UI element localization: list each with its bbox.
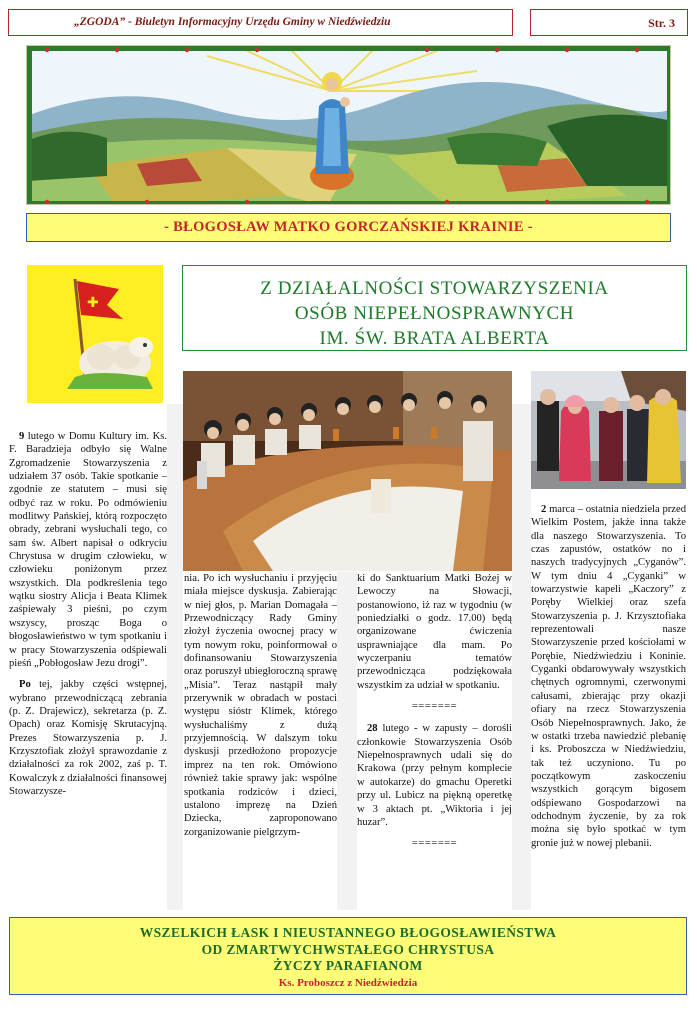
paragraph (9, 678, 167, 798)
paragraph-text: marca – ostatnia niedziela przed Wielkim Postem, jakże inna także dla naszego Stowarzyszenia. To czas zapustów, ostatków no i naszych tradycyjnych „Cyganów”. W tym dniu 4 „Cyganki” w towarzystwie kapeli „Kaczory” z Poręby Wielkiej oraz szefa Stowarzyszenia p. J. Krzysztofiaka reprezentowali nasze Stowarzyszenie przed kościołami w Porębie, Niedźwiedziu i Koninie. Cyganki obdarowywały wszystkich chętnych ogromnymi, czerwonymi całusami, zbierając przy okazji ofiary na rzecz Stowarzyszenia Osób Niepełnosprawnych. Jako, że w ostatki trzeba nawiedzić plebanię i ks. Proboszcza w Niedźwiedziu, tak też uczyniono. Tu po początkowym zaskoczeniu wszystkich gorącym bigosem odśpiewano Gospodarzowi na odchodnym życzenie, by za rok można się było spotkać w tym gronie już w nowej plebanii. (531, 504, 686, 849)
article-title-line-2: OSÓB NIEPEŁNOSPRAWNYCH (294, 303, 575, 324)
column-gutter (512, 404, 531, 910)
column-gutter (167, 404, 183, 910)
meeting-photo (183, 371, 512, 571)
cyganki-photo (531, 371, 686, 489)
svg-text:✚: ✚ (87, 295, 99, 311)
madonna-banner-image (26, 45, 671, 205)
section-separator: ======= (411, 701, 458, 713)
greeting-signature: Ks. Proboszcz z Niedźwiedzia (278, 976, 418, 989)
paragraph (531, 503, 686, 850)
column-gutter (337, 572, 357, 910)
article-title-box (182, 265, 687, 351)
slogan-band: - BŁOGOSŁAW MATKO GORCZAŃSKIEJ KRAINIE - (26, 213, 671, 242)
paragraph (9, 430, 167, 670)
article-column-3 (357, 572, 512, 910)
paragraph-text: ki do Sanktuarium Matki Bożej w Lewoczy na Słowacji, postanowiono, iż raz w tygodniu (w poniedziałki o godz. 17.00) będą organizowane ćwiczenia usprawniające dla mam. Po wyczerpaniu tematów przewodnicząca podziękowała wszystkim za udział w spotkaniu. (357, 573, 512, 691)
date-lead: 28 (367, 723, 378, 735)
paragraph-text: lutego - w zapusty – dorośli członkowie Stowarzyszenia Osób Niepełnosprawnych udali się do Krakowa (przy pełnym komplecie w autokarze) do gmachu Operetki przy ul. Lubicz na piękną operetkę w 3 aktach pt. „Wiktoria i jej huzar”. (357, 723, 512, 828)
paragraph-text: tej, jakby części wstępnej, wybrano przewodniczącą zebrania (p. Z. Drajewicz), sekretarza (p. Z. Opach) oraz Komisję Skrutacyjną. Prezes Stowarzyszenia p. J. Krzysztofiak złożył sprawozdanie z działalności za rok 2002, zaś p. T. Kowalczyk z działalności finansowej Stowarzysze- (9, 679, 167, 797)
paragraph-lead: Po (19, 679, 31, 691)
bulletin-title: „ZGODA” - Biuletyn Informacyjny Urzędu Gminy w Niedźwiedziu (74, 16, 391, 28)
page-number: Str. 3 (648, 16, 675, 30)
article-column-4 (531, 503, 686, 910)
easter-lamb-image (27, 265, 163, 403)
paragraph (357, 722, 512, 829)
paragraph-text: nia. Po ich wysłuchaniu i przyjęciu miała miejsce dyskusja. Zabierając w niej głos, p. Marian Domagała – Przewodniczący Rady Gminy złożył życzenia owocnej pracy w tym nowym roku, poinformował o dofinansowaniu Stowarzyszenia oraz poruszył ubiegłoroczną sprawę „Misia”. Teraz nastąpił mały przerywnik w obradach w postaci występu sióstr Klimek, którego wysłuchaliśmy z dużą przyjemnością. W dalszym toku dyskusji przedłożono propozycje imprez na ten rok. Omówiono również takie sprawy jak: wspólne spotkania rodziców i dzieci, ustalono imprezę na Dzień Dziecka, zaproponowano zorganizowanie pielgrzym- (184, 573, 337, 838)
article-column-1 (9, 430, 167, 910)
date-lead: 2 (541, 504, 547, 515)
article-title-line-1: Z DZIAŁALNOŚCI STOWARZYSZENIA (260, 278, 609, 299)
page-number-box (530, 9, 688, 36)
article-column-2 (184, 572, 337, 910)
easter-greeting-box (9, 917, 687, 995)
greeting-line-1: WSZELKICH ŁASK I NIEUSTANNEGO BŁOGOSŁAWIEŃSTWA (139, 925, 557, 940)
greeting-line-2: OD ZMARTWYCHWSTAŁEGO CHRYSTUSA (201, 941, 495, 957)
section-separator: ======= (411, 838, 458, 850)
paragraph-text: lutego w Domu Kultury im. Ks. F. Baradzieja odbyło się Walne Zgromadzenie Stowarzyszenia z udziałem 37 osób. Takie spotkanie – zgodnie ze statutem – musi się odbyć raz w roku. Po odmówieniu modlitwy Pańskiej, którą rozpoczęto obrady, zebrani wysłuchali tego, co sam św. Albert napisał o odkryciu Chrystusa w drugim człowieku, w człowieku poniżonym przez wszystkich. Dla podkreślenia tego wątku siostry Alicja i Beata Klimek zaśpiewały 3 pieśni, po czym wszyscy, prosząc Boga o błogosławieństwo w tym spotkaniu i w pracy Stowarzyszenia odśpiewali pieśń „Pobłogosław Jezu drogi”. (9, 431, 167, 669)
header-title-box (8, 9, 513, 36)
article-title-line-3: IM. ŚW. BRATA ALBERTA (319, 328, 550, 349)
greeting-line-3: ŻYCZY PARAFIANOM (273, 958, 423, 973)
date-lead: 9 (19, 431, 25, 442)
